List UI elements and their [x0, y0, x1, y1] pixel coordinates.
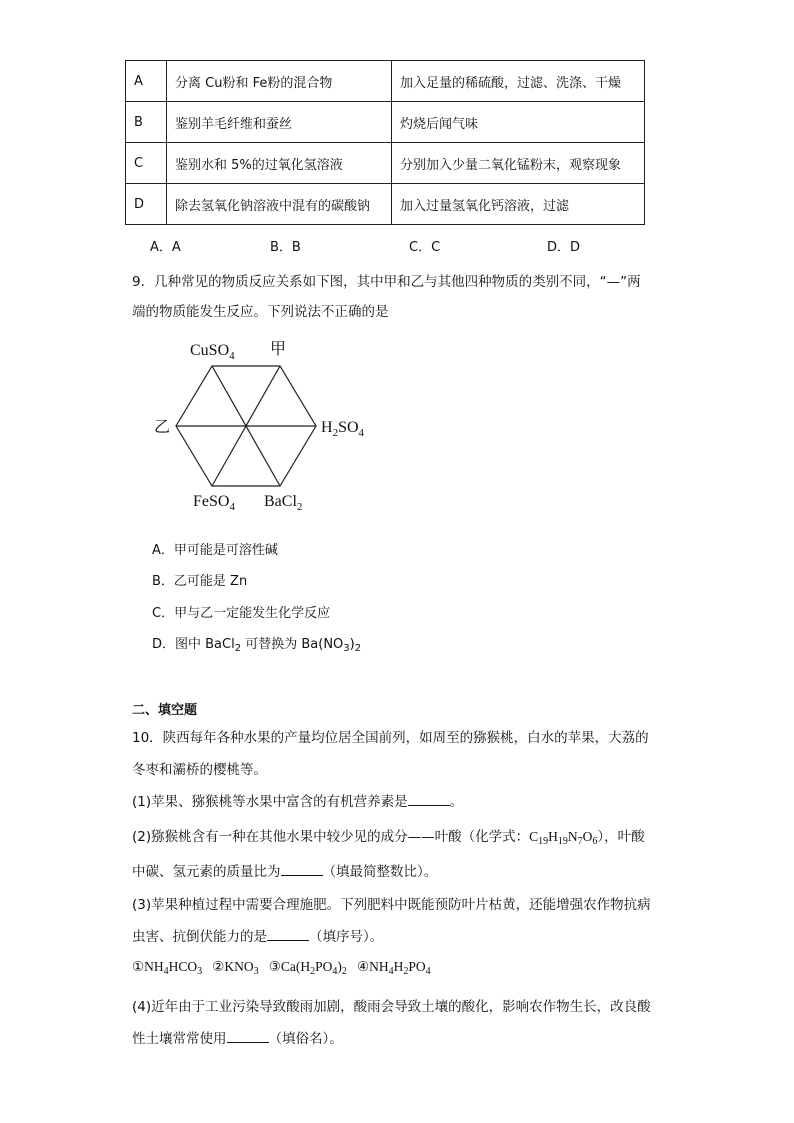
row-purpose: 除去氢氧化钠溶液中混有的碳酸钠 [167, 184, 392, 225]
folic-acid-formula: $C_{19}H_{19}N_7O_6$ [529, 829, 598, 847]
row-label: C [126, 143, 167, 184]
row-label: D [126, 184, 167, 225]
row-method: 加入足量的稀硫酸，过滤、洗涤、干燥 [392, 61, 645, 102]
answer-blank[interactable] [281, 865, 323, 876]
answer-blank[interactable] [408, 795, 450, 806]
hexagon-diagram [140, 330, 390, 520]
q10-part2-line1: (2)猕猴桃含有一种在其他水果中较少见的成分——叶酸（化学式：$C_{19}H_{19}N_7O_6$），叶酸 [132, 829, 645, 847]
row-label: A [126, 61, 167, 102]
answer-blank[interactable] [267, 930, 309, 941]
q8-option-d: D．D [547, 240, 581, 255]
label-h2so4: $H_2SO_4$ [321, 419, 365, 439]
row-purpose: 鉴别水和 5%的过氧化氢溶液 [167, 143, 392, 184]
q9-option-d: D．图中 BaCl$_2$ 可替换为 $Ba(NO_3)_2$ [152, 637, 362, 654]
answer-blank[interactable] [227, 1032, 269, 1043]
table-row [126, 61, 645, 102]
label-bacl2: BaCl$_2$ [264, 493, 303, 513]
row-label: B [126, 102, 167, 143]
label-feso4: FeSO$_4$ [193, 493, 235, 513]
q10-part2-line2: 中碳、氢元素的质量比为 （填最简整数比）。 [132, 864, 438, 880]
q10-part3-line2: 虫害、抗倒伏能力的是 （填序号）。 [132, 929, 384, 945]
section-heading: 二、填空题 [132, 703, 198, 718]
fert-option-1: $①NH_4HCO_3$ [132, 959, 203, 977]
q8-option-a: A．A [150, 240, 181, 255]
q9-option-a: A．甲可能是可溶性碱 [152, 543, 278, 558]
hexagon-lines [176, 366, 316, 486]
fert-option-4: $④NH_4H_2PO_4$ [356, 959, 431, 977]
row-purpose: 鉴别羊毛纤维和蚕丝 [167, 102, 392, 143]
row-purpose: 分离 Cu粉和 Fe粉的混合物 [167, 61, 392, 102]
fert-option-2: $②KNO_3$ [212, 959, 259, 977]
label-cuso4: CuSO$_4$ [190, 342, 235, 362]
table-row [126, 184, 645, 225]
table-row [126, 143, 645, 184]
row-method: 分别加入少量二氧化锰粉末，观察现象 [392, 143, 645, 184]
q10-part1: (1)苹果、猕猴桃等水果中富含的有机营养素是 。 [132, 794, 464, 810]
q9-stem-line2: 端的物质能发生反应。下列说法不正确的是 [132, 304, 389, 320]
q10-part3-line1: (3)苹果种植过程中需要合理施肥。下列肥料中既能预防叶片枯黄，还能增强农作物抗病 [132, 897, 651, 913]
q10-stem-line2: 冬枣和灞桥的樱桃等。 [132, 762, 267, 778]
row-method: 灼烧后闻气味 [392, 102, 645, 143]
fert-option-3: $③Ca(H_2PO_4)_2$ [268, 959, 347, 977]
q9-stem-line1: 9．几种常见的物质反应关系如下图，其中甲和乙与其他四种物质的类别不同，“—”两 [132, 274, 641, 290]
options-table [125, 60, 645, 225]
label-jia: 甲 [270, 341, 287, 358]
q8-option-b: B．B [270, 240, 301, 255]
q8-option-c: C．C [409, 240, 441, 255]
row-method: 加入过量氢氧化钙溶液，过滤 [392, 184, 645, 225]
q10-part4-line2: 性土壤常常使用 （填俗名）。 [132, 1031, 343, 1047]
q10-part4-line1: (4)近年由于工业污染导致酸雨加剧，酸雨会导致土壤的酸化，影响农作物生长，改良酸 [132, 999, 651, 1015]
fertilizer-options [132, 959, 431, 975]
q9-option-b: B．乙可能是 Zn [152, 574, 248, 589]
q9-option-c: C．甲与乙一定能发生化学反应 [152, 606, 331, 621]
label-yi: 乙 [154, 419, 171, 436]
table-row [126, 102, 645, 143]
q10-stem-line1: 10．陕西每年各种水果的产量均位居全国前列，如周至的猕猴桃，白水的苹果，大荔的 [132, 730, 649, 746]
